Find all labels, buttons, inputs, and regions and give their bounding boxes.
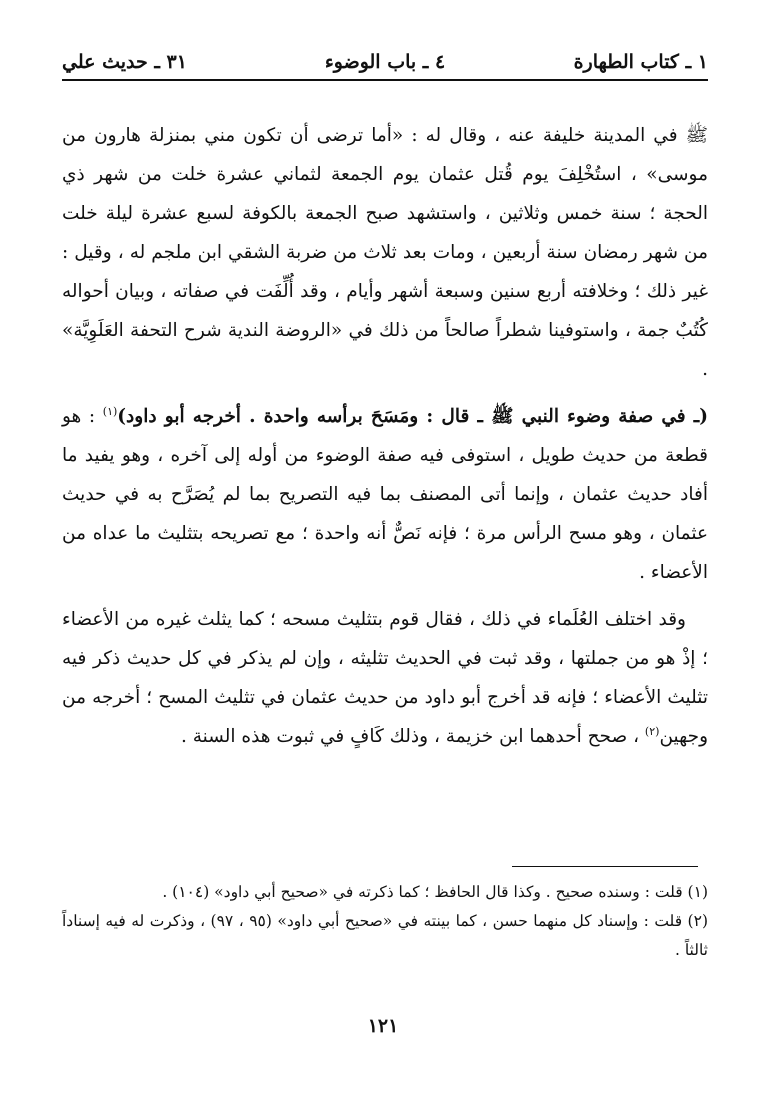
- footnote-1: (١) قلت : وسنده صحيح . وكذا قال الحافظ ؛ كما ذكرته في «صحيح أبي داود» (١٠٤) .: [162, 883, 708, 901]
- header-book-title: ١ ـ كتاب الطهارة: [573, 51, 708, 73]
- paragraph-2-quoted-hadith: (ـ في صفة وضوء النبي ﷺ ـ قال : ومَسَحَ برأسه واحدة . أخرجه أبو داود): [117, 406, 708, 427]
- footnote-2: (٢) قلت : وإسناد كل منهما حسن ، كما بينته في «صحيح أبي داود» (٩٥ ، ٩٧) ، وذكرت له فيه إسناداً ثالثاً .: [62, 912, 709, 959]
- paragraph-3-text-b: ، صحح أحدهما ابن خزيمة ، وذلك كَافٍ في ثبوت هذه السنة .: [180, 726, 645, 747]
- header-divider: [62, 79, 708, 81]
- paragraph-2-text: : هو قطعة من حديث طويل ، استوفى فيه صفة الوضوء من أوله إلى آخره ، وهو يفيد ما أفاد حديث عثمان ، وإنما أتى المصنف بما فيه التصريح بما لم يُصَرَّح به في حديث عثمان ، وهو مسح الرأس مرة ؛ فإنه نَصٌّ أنه واحدة ؛ مع تصريحه بتثليث ما عداه من الأعضاء .: [62, 406, 708, 583]
- footnote-ref-1[interactable]: (١): [102, 404, 118, 418]
- paragraph-1: [62, 116, 708, 389]
- main-text: [62, 116, 708, 756]
- footnote-divider: [512, 866, 698, 867]
- header-chapter-title: ٤ ـ باب الوضوء: [324, 51, 446, 73]
- footnotes: [62, 878, 708, 965]
- running-header: [62, 48, 708, 78]
- paragraph-3-text-a: وقد اختلف العُلَماء في ذلك ، فقال قوم بتثليث مسحه ؛ كما يثلث غيره من الأعضاء ؛ إذْ هو من جملتها ، وقد ثبت في الحديث تثليثه ، وإن لم يذكر في كل حديث ذكر فيه تثليث الأعضاء ؛ فإنه قد أخرج أبو داود من حديث عثمان في تثليث المسح ؛ أخرجه من وجهين: [62, 609, 708, 747]
- paragraph-1-text: ﷺ في المدينة خليفة عنه ، وقال له : «أما ترضى أن تكون مني بمنزلة هارون من موسى» ، استُخْلِفَ يوم قُتل عثمان يوم الجمعة لثماني عشرة خلت من شهر ذي الحجة ؛ سنة خمس وثلاثين ، واستشهد صبح الجمعة بالكوفة لسبع عشرة ليلة خلت من شهر رمضان سنة أربعين ، ومات بعد ثلاث من ضربة الشقي ابن ملجم له ، وقيل : غير ذلك ؛ وخلافته أربع سنين وسبعة أشهر وأيام ، وقد أُلِّفَت في صفاته ، وبيان أحواله كُتُبٌ جمة ، واستوفينا شطراً صالحاً من ذلك في «الروضة الندية شرح التحفة العَلَوِيَّة» .: [62, 125, 708, 380]
- header-hadith-title: ٣١ ـ حديث علي: [62, 51, 187, 73]
- paragraph-3: [62, 600, 708, 756]
- paragraph-2: [62, 397, 708, 592]
- page-number: ١٢١: [367, 1015, 399, 1037]
- footnote-ref-2[interactable]: (٢): [644, 724, 660, 738]
